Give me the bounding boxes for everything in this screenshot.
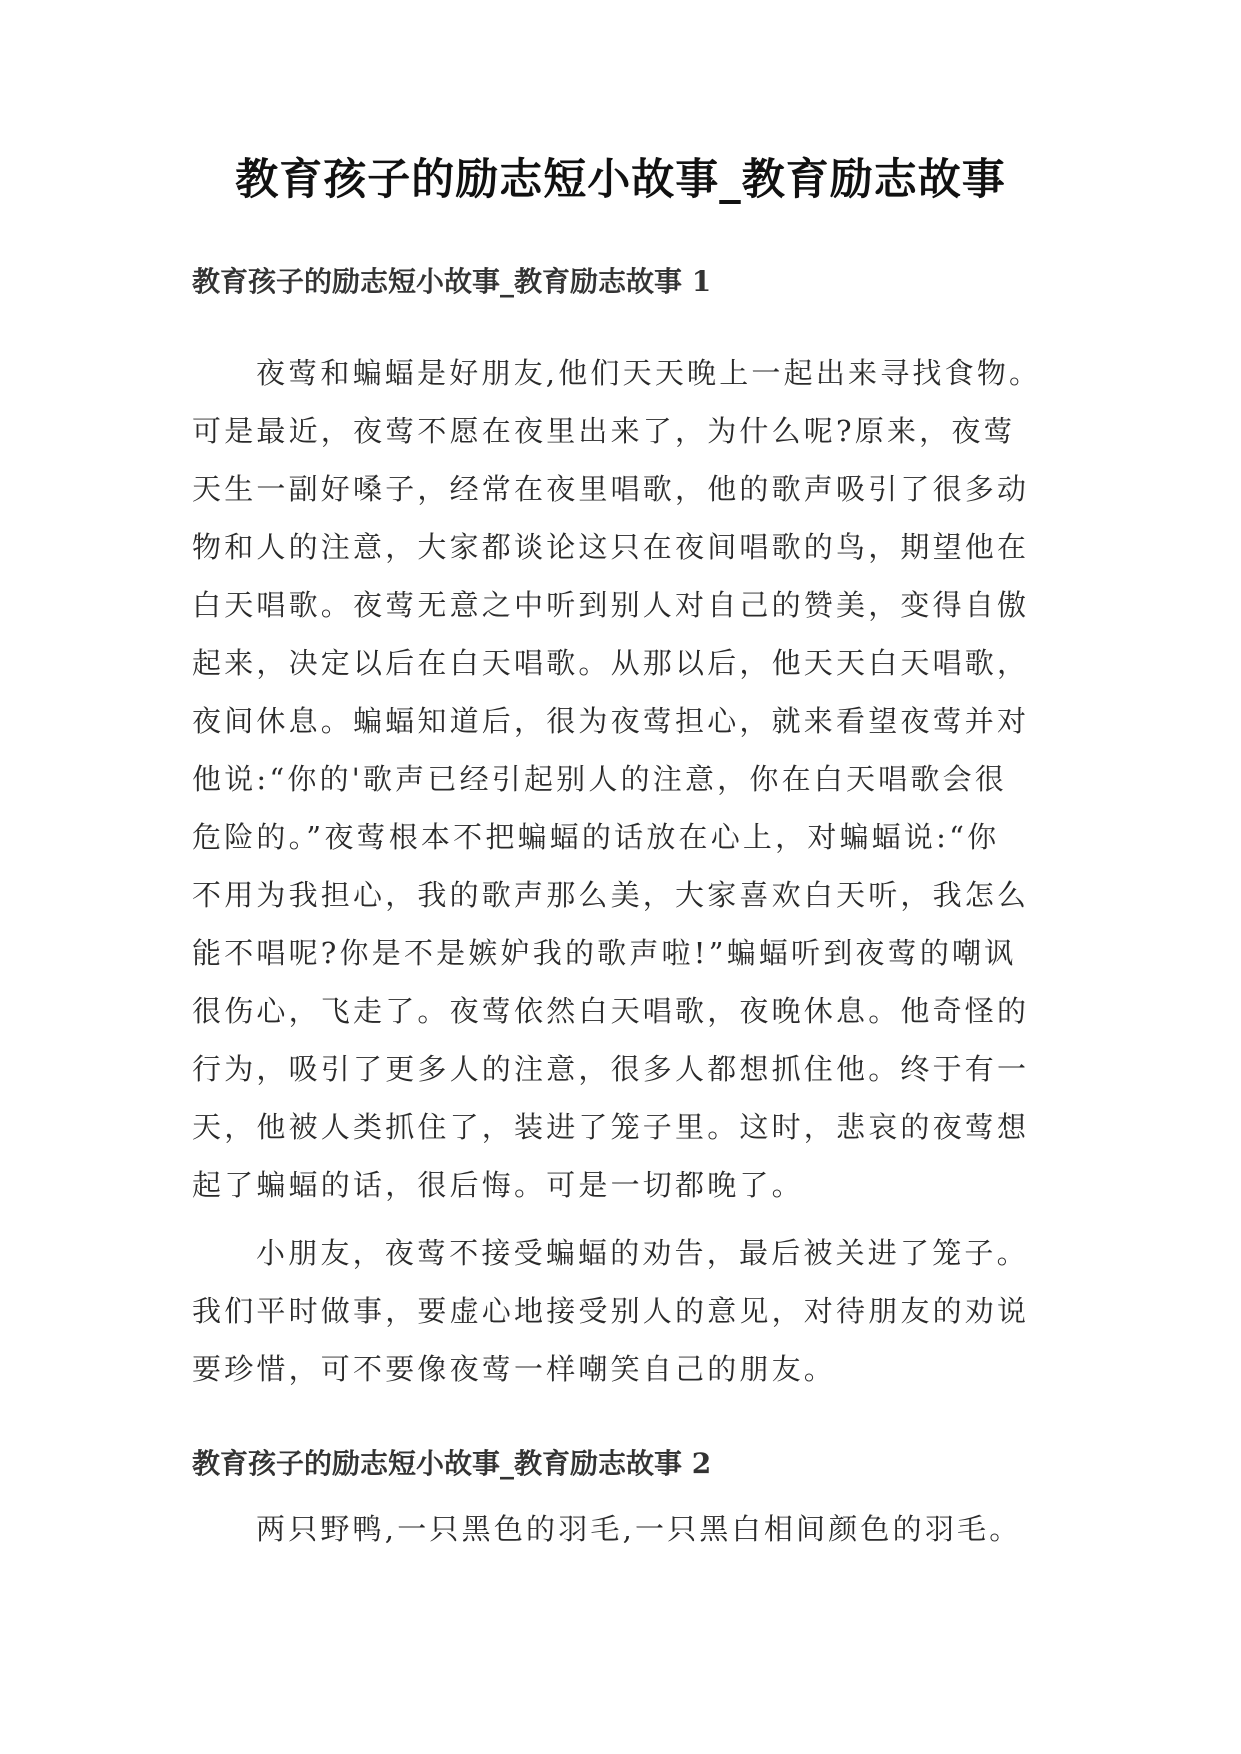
paragraph-line: 要珍惜，可不要像夜莺一样嘲笑自己的朋友。: [192, 1352, 837, 1386]
story-1-paragraph-1: [192, 344, 1062, 1214]
paragraph-line: 起来，决定以后在白天唱歌。从那以后，他天天白天唱歌，: [192, 646, 1030, 680]
paragraph-line: 白天唱歌。夜莺无意之中听到别人对自己的赞美，变得自傲: [192, 588, 1030, 622]
paragraph-line: 他说:“你的'歌声已经引起别人的注意，你在白天唱歌会很: [192, 762, 1007, 796]
story-2-paragraph-1: [192, 1500, 1062, 1558]
paragraph-line: 夜莺和蝙蝠是好朋友,他们天天晚上一起出来寻找食物。: [256, 356, 1042, 390]
paragraph-line: 小朋友，夜莺不接受蝙蝠的劝告，最后被关进了笼子。: [256, 1236, 1029, 1270]
paragraph-line: 夜间休息。蝙蝠知道后，很为夜莺担心，就来看望夜莺并对: [192, 704, 1030, 738]
document-title: 教育孩子的励志短小故事_教育励志故事: [235, 155, 1006, 205]
section-heading-2: 教育孩子的励志短小故事_教育励志故事 2: [192, 1447, 712, 1480]
paragraph-line: 我们平时做事，要虚心地接受别人的意见，对待朋友的劝说: [192, 1294, 1030, 1328]
paragraph-line: 两只野鸭,一只黑色的羽毛,一只黑白相间颜色的羽毛。: [256, 1512, 1022, 1546]
paragraph-line: 很伤心，飞走了。夜莺依然白天唱歌，夜晚休息。他奇怪的: [192, 994, 1030, 1028]
paragraph-line: 可是最近，夜莺不愿在夜里出来了，为什么呢?原来，夜莺: [192, 414, 1016, 448]
paragraph-line: 天，他被人类抓住了，装进了笼子里。这时，悲哀的夜莺想: [192, 1110, 1030, 1144]
paragraph-line: 起了蝙蝠的话，很后悔。可是一切都晚了。: [192, 1168, 804, 1202]
section-heading-1: 教育孩子的励志短小故事_教育励志故事 1: [192, 265, 712, 298]
paragraph-line: 物和人的注意，大家都谈论这只在夜间唱歌的鸟，期望他在: [192, 530, 1030, 564]
paragraph-line: 天生一副好嗓子，经常在夜里唱歌，他的歌声吸引了很多动: [192, 472, 1030, 506]
paragraph-line: 行为，吸引了更多人的注意，很多人都想抓住他。终于有一: [192, 1052, 1030, 1086]
story-1-paragraph-2: [192, 1224, 1062, 1398]
paragraph-line: 不用为我担心，我的歌声那么美，大家喜欢白天听，我怎么: [192, 878, 1030, 912]
paragraph-line: 能不唱呢?你是不是嫉妒我的歌声啦!”蝙蝠听到夜莺的嘲讽: [192, 936, 1017, 970]
paragraph-line: 危险的。”夜莺根本不把蝙蝠的话放在心上，对蝙蝠说:“你: [192, 820, 1000, 854]
